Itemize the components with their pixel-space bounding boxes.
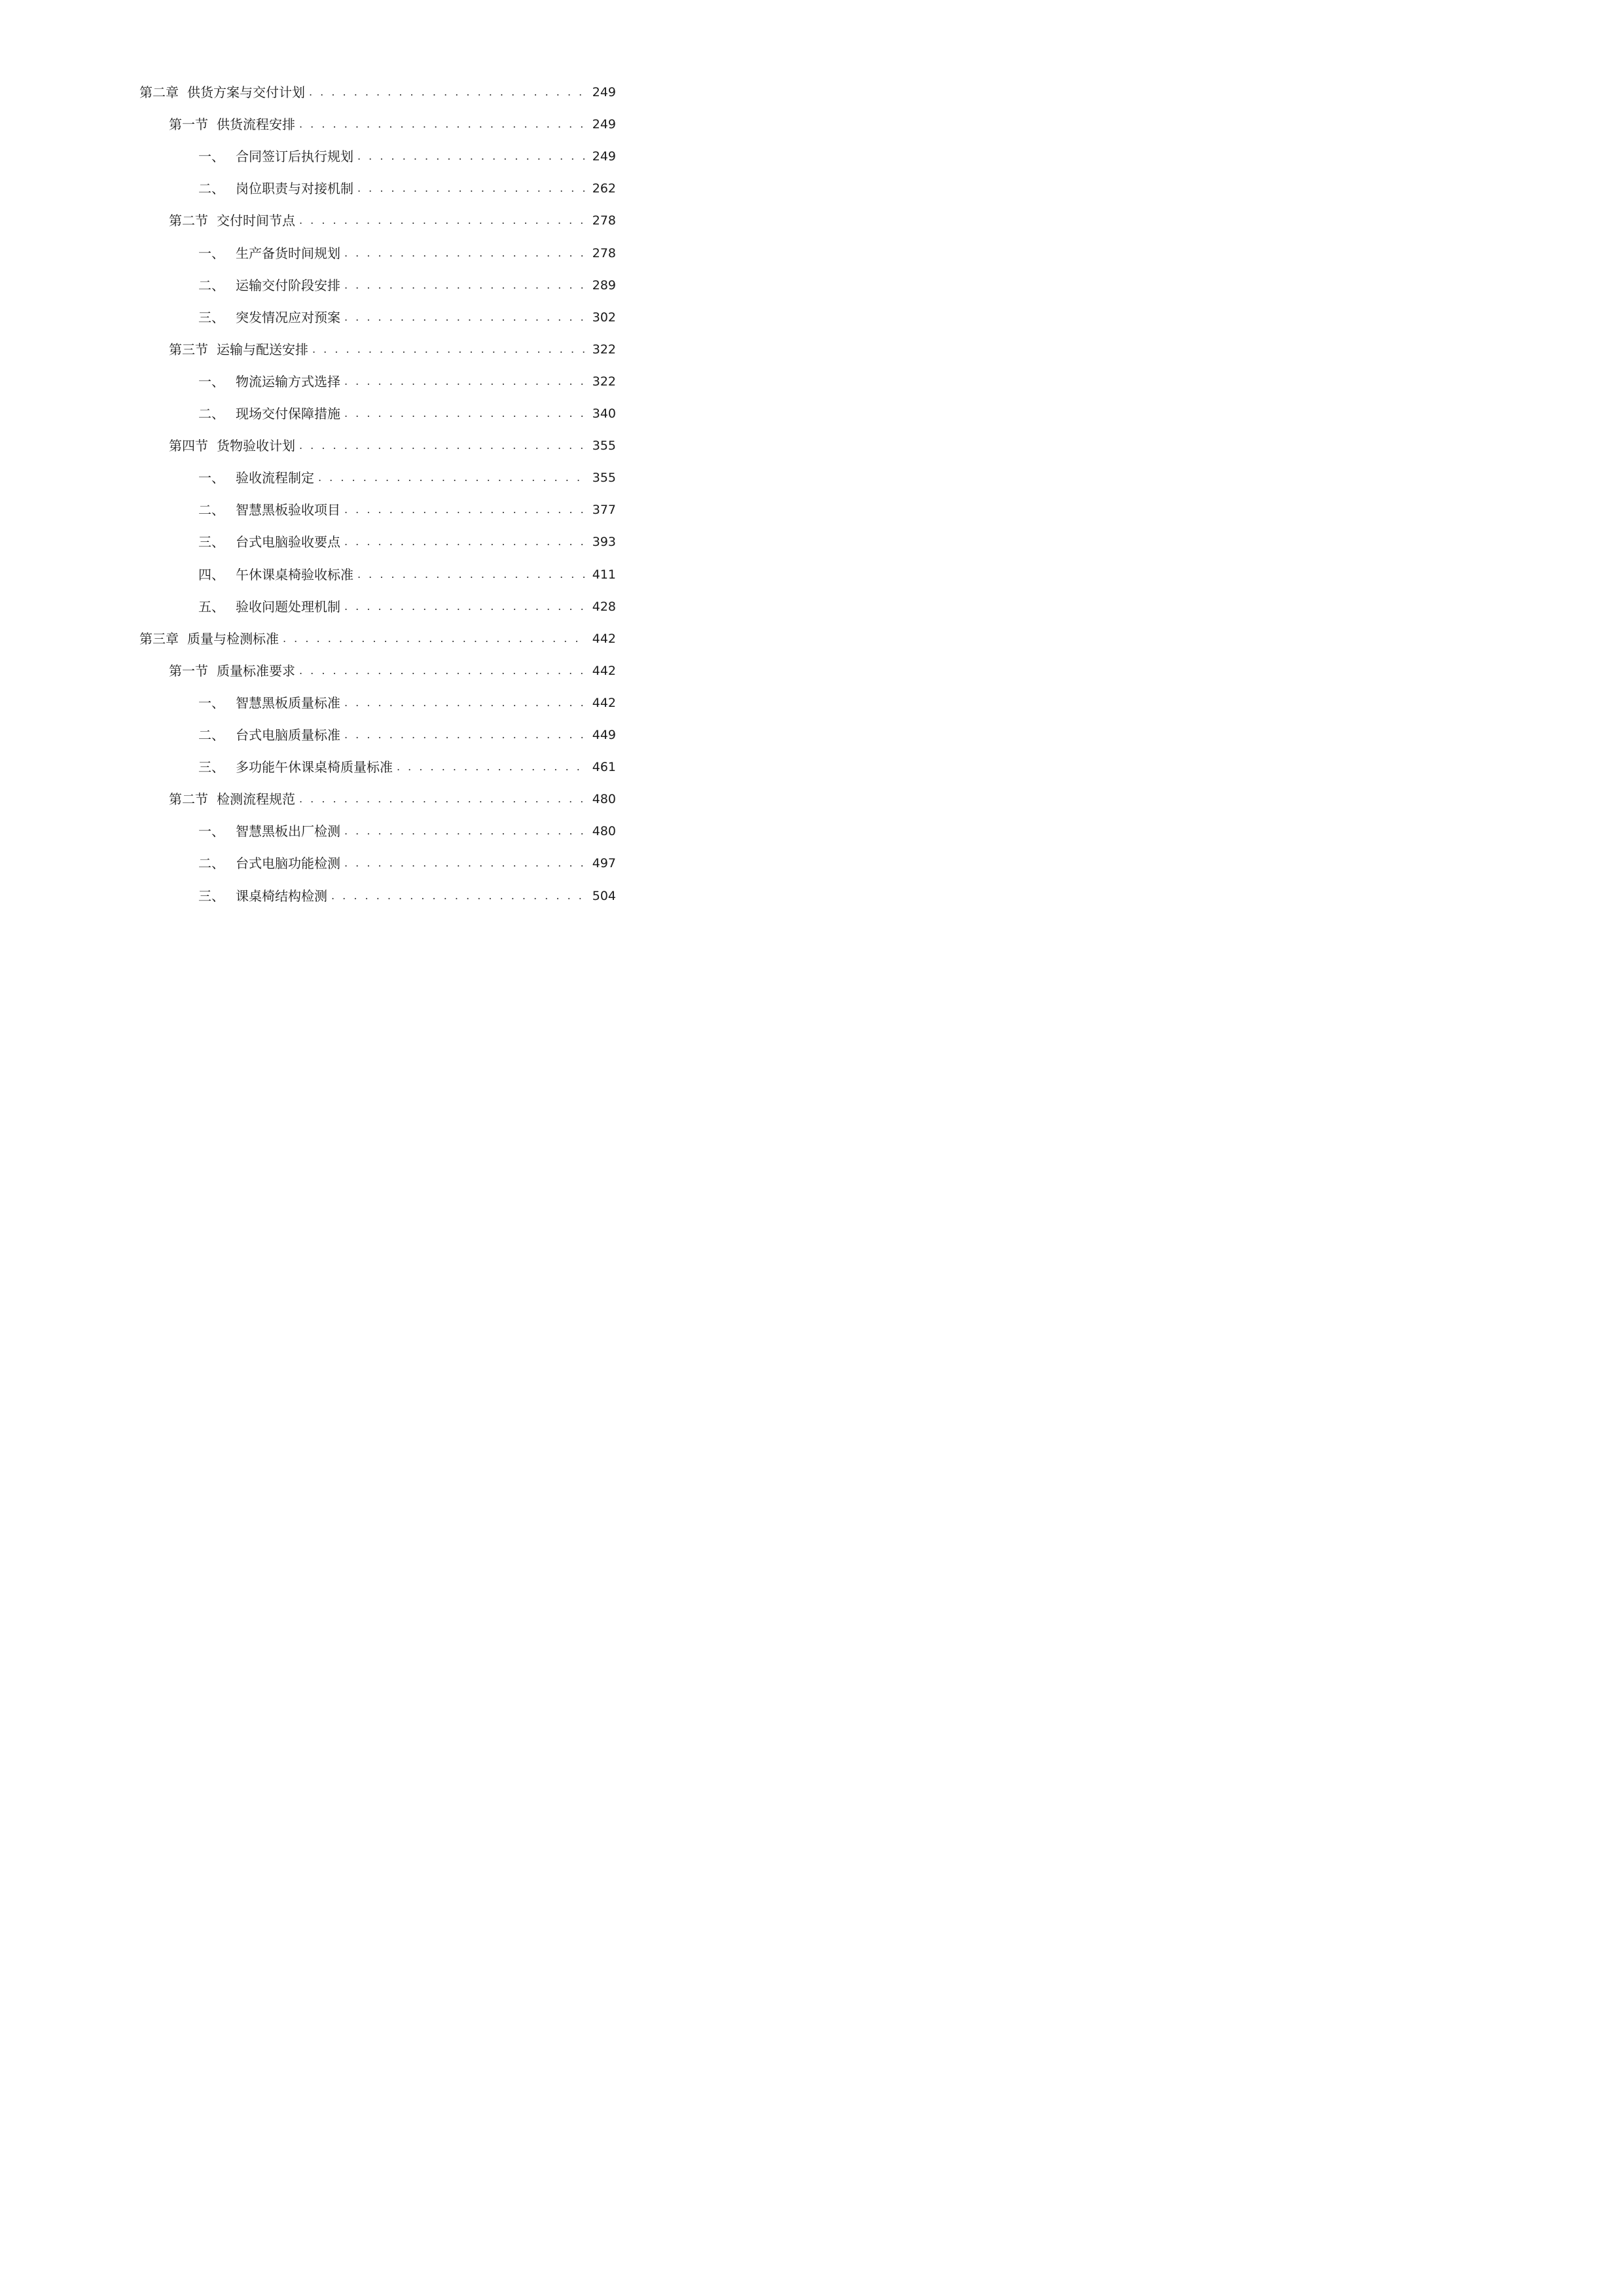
toc-entry[interactable] [198, 404, 616, 423]
toc-entry[interactable] [198, 468, 616, 488]
toc-entry-number: 三、 [198, 888, 225, 904]
dot-leader [357, 565, 587, 584]
toc-entry-page-number[interactable]: 262 [592, 181, 616, 196]
toc-entry-number: 三、 [198, 310, 225, 325]
dot-leader [309, 82, 587, 102]
toc-entry[interactable] [198, 243, 616, 263]
toc-entry-page-number[interactable]: 249 [592, 149, 616, 164]
toc-entry-number: 一、 [198, 149, 225, 164]
toc-entry-title[interactable]: 台式电脑质量标准 [236, 727, 340, 743]
toc-entry-title[interactable]: 验收问题处理机制 [236, 599, 340, 615]
toc-entry-number: 第四节 [169, 438, 208, 454]
toc-entry[interactable] [198, 821, 616, 841]
toc-entry-title[interactable]: 验收流程制定 [236, 470, 314, 486]
toc-entry-number: 二、 [198, 502, 225, 518]
toc-entry-title[interactable]: 多功能午休课桌椅质量标准 [236, 759, 393, 775]
dot-leader [344, 821, 587, 841]
dot-leader [344, 276, 587, 295]
toc-entry-number: 一、 [198, 823, 225, 839]
toc-entry-page-number[interactable]: 480 [592, 792, 616, 806]
toc-entry[interactable] [198, 886, 616, 906]
toc-entry[interactable] [169, 789, 616, 809]
toc-entry-title[interactable]: 运输交付阶段安排 [236, 278, 340, 293]
toc-entry-title[interactable]: 智慧黑板验收项目 [236, 502, 340, 518]
dot-leader [344, 500, 587, 520]
toc-entry-page-number[interactable]: 377 [592, 503, 616, 517]
dot-leader [344, 243, 587, 263]
toc-entry-page-number[interactable]: 442 [592, 664, 616, 678]
toc-entry-page-number[interactable]: 442 [592, 632, 616, 646]
toc-entry-page-number[interactable]: 497 [592, 856, 616, 870]
toc-entry-page-number[interactable]: 278 [592, 246, 616, 260]
toc-entry-number: 四、 [198, 567, 225, 583]
toc-entry-title[interactable]: 岗位职责与对接机制 [236, 181, 353, 196]
toc-entry-number: 二、 [198, 181, 225, 196]
toc-entry-page-number[interactable]: 480 [592, 824, 616, 838]
toc-entry-page-number[interactable]: 355 [592, 439, 616, 453]
toc-entry-page-number[interactable]: 278 [592, 213, 616, 228]
toc-entry-title[interactable]: 台式电脑功能检测 [236, 855, 340, 871]
dot-leader [357, 179, 587, 198]
toc-entry[interactable] [198, 853, 616, 873]
toc-entry[interactable] [139, 82, 616, 102]
dot-leader [283, 629, 587, 649]
dot-leader [299, 789, 587, 809]
dot-leader [344, 725, 587, 745]
toc-entry-title[interactable]: 质量与检测标准 [187, 631, 279, 647]
toc-entry-title[interactable]: 午休课桌椅验收标准 [236, 567, 353, 583]
toc-entry-page-number[interactable]: 411 [592, 567, 616, 582]
dot-leader [299, 661, 587, 681]
toc-entry-title[interactable]: 智慧黑板质量标准 [236, 695, 340, 711]
toc-entry[interactable] [198, 565, 616, 584]
toc-entry[interactable] [198, 757, 616, 777]
toc-entry-page-number[interactable]: 355 [592, 471, 616, 485]
toc-entry-title[interactable]: 货物验收计划 [217, 438, 295, 454]
toc-entry-page-number[interactable]: 428 [592, 600, 616, 614]
toc-entry-title[interactable]: 台式电脑验收要点 [236, 534, 340, 550]
toc-entry[interactable] [198, 179, 616, 198]
toc-entry-number: 二、 [198, 727, 225, 743]
toc-entry-title[interactable]: 质量标准要求 [217, 663, 295, 679]
toc-entry[interactable] [198, 308, 616, 327]
dot-leader [344, 308, 587, 327]
dot-leader [344, 372, 587, 391]
dot-leader [397, 757, 587, 777]
toc-entry-number: 第三章 [139, 631, 179, 647]
toc-entry-page-number[interactable]: 461 [592, 760, 616, 774]
toc-entry[interactable] [139, 629, 616, 649]
toc-entry-number: 第二节 [169, 791, 208, 807]
dot-leader [299, 436, 587, 456]
toc-entry[interactable] [169, 661, 616, 681]
toc-entry[interactable] [198, 725, 616, 745]
toc-entry-number: 五、 [198, 599, 225, 615]
toc-entry[interactable] [169, 211, 616, 230]
toc-entry-title[interactable]: 物流运输方式选择 [236, 374, 340, 389]
toc-entry-title[interactable]: 供货流程安排 [217, 117, 295, 132]
toc-entry-page-number[interactable]: 504 [592, 889, 616, 903]
toc-entry-number: 第一节 [169, 663, 208, 679]
toc-entry-number: 第二节 [169, 213, 208, 228]
dot-leader [331, 886, 587, 906]
dot-leader [318, 468, 587, 488]
toc-entry-title[interactable]: 智慧黑板出厂检测 [236, 823, 340, 839]
toc-entry-page-number[interactable]: 249 [592, 117, 616, 132]
toc-entry-number: 二、 [198, 406, 225, 422]
toc-entry-number: 一、 [198, 470, 225, 486]
toc-entry[interactable] [198, 597, 616, 617]
toc-entry-page-number[interactable]: 393 [592, 535, 616, 549]
toc-entry-title[interactable]: 交付时间节点 [217, 213, 295, 228]
toc-entry-title[interactable]: 运输与配送安排 [217, 342, 308, 357]
toc-entry-number: 二、 [198, 855, 225, 871]
toc-entry-number: 三、 [198, 759, 225, 775]
toc-entry[interactable] [198, 147, 616, 166]
dot-leader [344, 404, 587, 423]
dot-leader [344, 532, 587, 552]
toc-entry-title[interactable]: 检测流程规范 [217, 791, 295, 807]
toc-entry-number: 一、 [198, 695, 225, 711]
toc-entry[interactable] [198, 276, 616, 295]
toc-entry-number: 二、 [198, 278, 225, 293]
toc-entry-number: 第二章 [139, 84, 179, 100]
toc-entry[interactable] [169, 436, 616, 456]
dot-leader [344, 853, 587, 873]
toc-entry-page-number[interactable]: 449 [592, 728, 616, 742]
toc-entry[interactable] [198, 500, 616, 520]
dot-leader [344, 693, 587, 713]
toc-entry[interactable] [169, 115, 616, 134]
toc-entry-number: 一、 [198, 245, 225, 261]
dot-leader [299, 211, 587, 230]
toc-entry-page-number[interactable]: 249 [592, 85, 616, 99]
toc-entry-number: 三、 [198, 534, 225, 550]
toc-entry-title[interactable]: 生产备货时间规划 [236, 245, 340, 261]
toc-entry[interactable] [169, 340, 616, 359]
toc-entry-title[interactable]: 现场交付保障措施 [236, 406, 340, 422]
toc-entry-page-number[interactable]: 302 [592, 310, 616, 325]
toc-entry[interactable] [198, 372, 616, 391]
toc-entry-title[interactable]: 课桌椅结构检测 [236, 888, 327, 904]
dot-leader [357, 147, 587, 166]
dot-leader [312, 340, 587, 359]
toc-entry-title[interactable]: 合同签订后执行规划 [236, 149, 353, 164]
dot-leader [299, 115, 587, 134]
toc-entry-number: 第三节 [169, 342, 208, 357]
toc-entry-page-number[interactable]: 442 [592, 696, 616, 710]
toc-entry-page-number[interactable]: 340 [592, 406, 616, 421]
toc-entry[interactable] [198, 532, 616, 552]
toc-entry-page-number[interactable]: 322 [592, 342, 616, 357]
toc-entry[interactable] [198, 693, 616, 713]
toc-entry-title[interactable]: 供货方案与交付计划 [187, 84, 305, 100]
toc-entry-title[interactable]: 突发情况应对预案 [236, 310, 340, 325]
toc-entry-page-number[interactable]: 289 [592, 278, 616, 293]
toc-entry-page-number[interactable]: 322 [592, 374, 616, 389]
toc-entry-number: 一、 [198, 374, 225, 389]
toc-entry-number: 第一节 [169, 117, 208, 132]
dot-leader [344, 597, 587, 617]
